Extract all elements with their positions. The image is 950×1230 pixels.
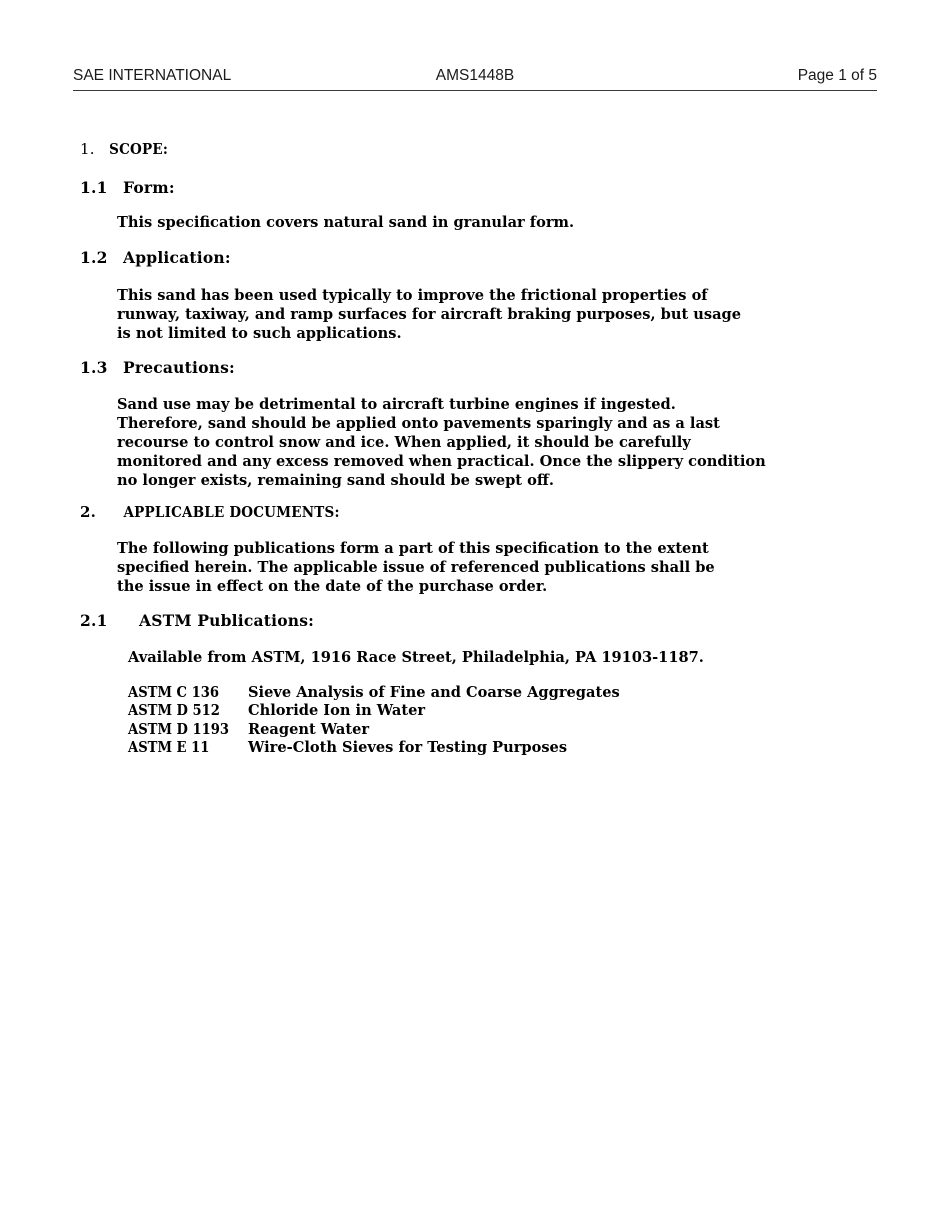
astm-title: Wire-Cloth Sieves for Testing Purposes (248, 739, 568, 757)
list-item (128, 684, 620, 702)
heading-application-label: Application: (123, 248, 231, 267)
heading-form (80, 178, 175, 197)
paragraph-line: This specification covers natural sand in granular form. (117, 214, 575, 231)
header-document-number: AMS1448B (435, 67, 515, 84)
astm-title: Sieve Analysis of Fine and Coarse Aggregates (248, 684, 620, 701)
heading-application-number: 1.2 (80, 248, 108, 267)
header-organization: SAE INTERNATIONAL (73, 67, 232, 84)
paragraph-line: no longer exists, remaining sand should be swept off. (117, 472, 554, 489)
paragraph-line: monitored and any excess removed when practical. Once the slippery condition (117, 453, 766, 470)
list-item (128, 739, 620, 757)
header-page-number: Page 1 of 5 (797, 67, 877, 84)
astm-title: Reagent Water (248, 720, 370, 738)
astm-title: Chloride Ion in Water (248, 702, 426, 720)
paragraph-application (117, 286, 877, 343)
astm-designation: ASTM C 136 (128, 684, 219, 701)
heading-applicable-documents-label: APPLICABLE DOCUMENTS: (123, 503, 340, 521)
heading-precautions-number: 1.3 (80, 358, 108, 377)
heading-form-number: 1.1 (80, 178, 108, 197)
paragraph-line: is not limited to such applications. (117, 325, 402, 342)
heading-scope-number: 1. (80, 140, 95, 158)
paragraph-line: recourse to control snow and ice. When applied, it should be carefully (117, 434, 691, 451)
heading-applicable-documents-number: 2. (80, 503, 97, 521)
heading-form-label: Form: (123, 178, 175, 197)
paragraph-line: This sand has been used typically to improve the frictional properties of (117, 287, 708, 304)
paragraph-line: specified herein. The applicable issue of referenced publications shall be (117, 559, 715, 576)
paragraph-line: Available from ASTM, 1916 Race Street, Philadelphia, PA 19103-1187. (128, 649, 704, 666)
heading-astm-publications-number: 2.1 (80, 611, 108, 630)
heading-scope-label: SCOPE: (109, 140, 169, 158)
list-item (128, 721, 620, 739)
paragraph-line: runway, taxiway, and ramp surfaces for aircraft braking purposes, but usage (117, 306, 742, 323)
astm-designation: ASTM E 11 (128, 739, 210, 757)
paragraph-line: Therefore, sand should be applied onto pavements sparingly and as a last (117, 415, 720, 432)
heading-application (80, 248, 231, 267)
heading-astm-publications (80, 611, 314, 630)
paragraph-astm-availability (128, 648, 888, 667)
paragraph-applicable-documents (117, 539, 877, 596)
paragraph-line: the issue in effect on the date of the purchase order. (117, 578, 548, 595)
heading-applicable-documents (80, 503, 340, 521)
astm-reference-list (128, 684, 620, 758)
astm-designation: ASTM D 1193 (128, 720, 230, 738)
heading-precautions (80, 358, 235, 377)
heading-precautions-label: Precautions: (123, 358, 235, 377)
paragraph-precautions (117, 395, 877, 490)
heading-scope (80, 140, 168, 158)
paragraph-line: Sand use may be detrimental to aircraft turbine engines if ingested. (117, 396, 676, 413)
page-header (73, 67, 877, 89)
paragraph-form (117, 213, 877, 232)
list-item (128, 702, 620, 720)
astm-designation: ASTM D 512 (128, 702, 220, 720)
paragraph-line: The following publications form a part of this specification to the extent (117, 540, 709, 557)
header-divider (73, 90, 877, 91)
heading-astm-publications-label: ASTM Publications: (139, 611, 315, 630)
